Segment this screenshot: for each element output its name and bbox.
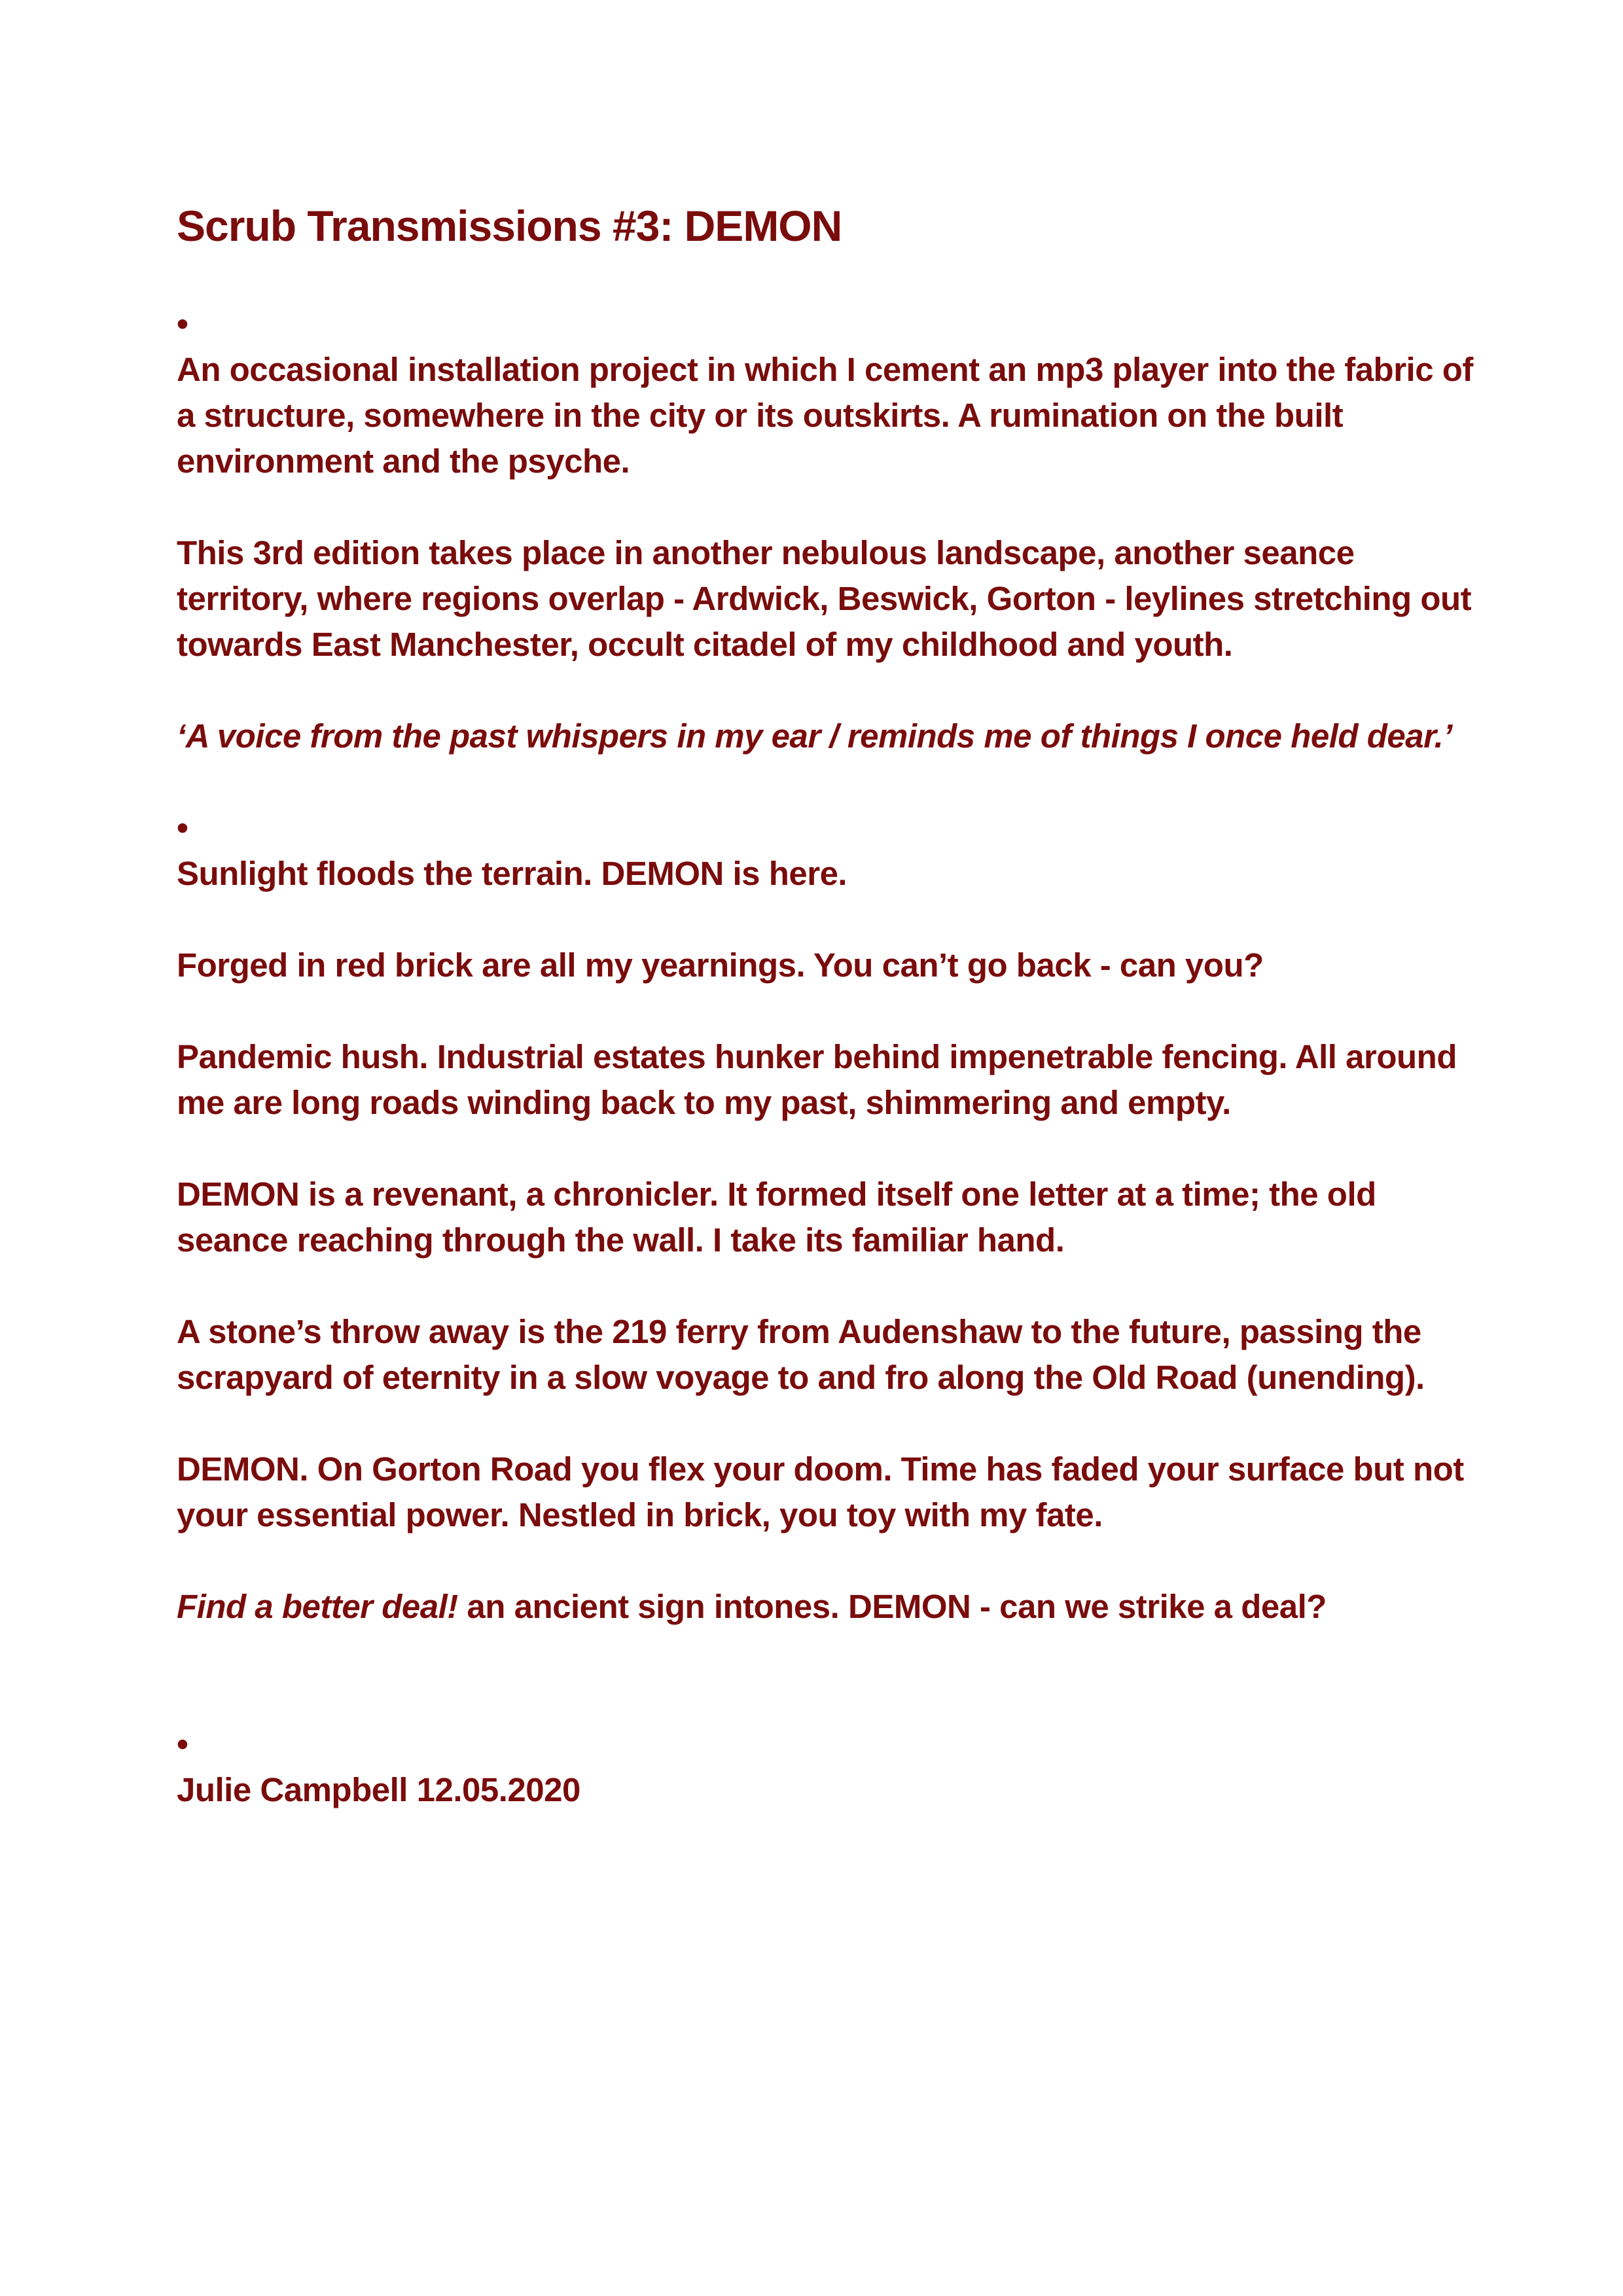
quote-paragraph: ‘A voice from the past whispers in my ear / reminds me of things I once held dear.’ bbox=[177, 717, 1452, 755]
document-page bbox=[177, 196, 1492, 1813]
ferry-paragraph: A stone’s throw away is the 219 ferry from Audenshaw to the future, passing the scrapyard of eternity in a slow voyage to and fro along the Old Road (unending). bbox=[177, 1313, 1425, 1396]
red-brick-paragraph: Forged in red brick are all my yearnings. You can’t go back - can you? bbox=[177, 946, 1264, 984]
intro-paragraph: An occasional installation project in which I cement an mp3 player into the fabric of a structure, somewhere in the city or its outskirts. A rumination on the built environment and the psyche. bbox=[177, 351, 1473, 480]
pandemic-paragraph: Pandemic hush. Industrial estates hunker behind impenetrable fencing. All around me are long roads winding back to my past, shimmering and empty. bbox=[177, 1038, 1457, 1121]
bullet-separator-1: • bbox=[177, 305, 188, 342]
gorton-road-paragraph: DEMON. On Gorton Road you flex your doom. Time has faded your surface but not your essential power. Nestled in brick, you toy with my fate. bbox=[177, 1450, 1464, 1534]
sunlight-paragraph: Sunlight floods the terrain. DEMON is here. bbox=[177, 855, 847, 892]
deal-rest-text: an ancient sign intones. DEMON - can we strike a deal? bbox=[457, 1588, 1327, 1625]
location-paragraph: This 3rd edition takes place in another nebulous landscape, another seance territory, where regions overlap - Ardwick, Beswick, Gorton - leylines stretching out towards East Manchester, occult citadel of my childhood and youth. bbox=[177, 534, 1472, 663]
bullet-separator-2: • bbox=[177, 809, 188, 846]
bullet-separator-3: • bbox=[177, 1725, 188, 1763]
signature: Julie Campbell 12.05.2020 bbox=[177, 1771, 580, 1808]
document-title: Scrub Transmissions #3: DEMON bbox=[177, 202, 842, 250]
deal-paragraph bbox=[177, 1584, 1492, 1630]
deal-sign-text: Find a better deal! bbox=[177, 1588, 458, 1625]
revenant-paragraph: DEMON is a revenant, a chronicler. It formed itself one letter at a time; the old seance reaching through the wall. I take its familiar hand. bbox=[177, 1175, 1376, 1259]
